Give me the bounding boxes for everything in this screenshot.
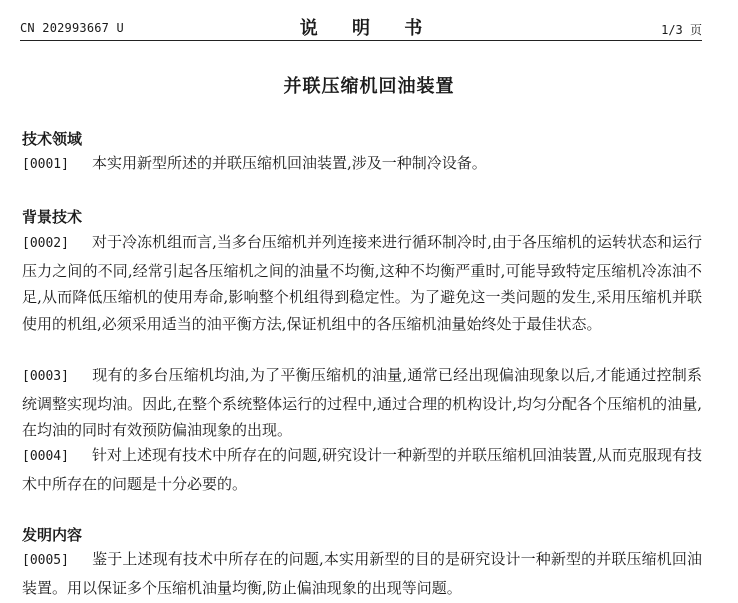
document-title: 并联压缩机回油装置 [283, 76, 455, 97]
page-indicator: 1/3 页 [661, 23, 702, 37]
page-header [20, 14, 702, 41]
paragraph-text: 针对上述现有技术中所存在的问题,研究设计一种新型的并联压缩机回油装置,从而克服现有技术中所存在的问题是十分必要的。 [22, 446, 702, 493]
paragraph-text: 本实用新型所述的并联压缩机回油装置,涉及一种制冷设备。 [92, 154, 487, 172]
paragraph-text: 鉴于上述现有技术中所存在的问题,本实用新型的目的是研究设计一种新型的并联压缩机回油装置。用以保证多个压缩机油量均衡,防止偏油现象的出现等问题。 [22, 550, 702, 597]
section-heading-technical-field: 技术领域 [22, 130, 83, 148]
section-heading-background: 背景技术 [22, 208, 83, 226]
paragraph-0001 [22, 150, 702, 179]
paragraph-number: [0005] [22, 553, 69, 568]
paragraph-number: [0004] [22, 449, 69, 464]
paragraph-number: [0003] [22, 369, 69, 384]
paragraph-number: [0001] [22, 157, 69, 172]
header-section-title: 说 明 书 [299, 18, 437, 39]
document-number: CN 202993667 U [20, 21, 124, 35]
paragraph-0004 [22, 442, 702, 497]
section-heading-summary: 发明内容 [22, 526, 83, 544]
paragraph-text: 对于冷冻机组而言,当多台压缩机并列连接来进行循环制冷时,由于各压缩机的运转状态和运行压力之间的不同,经常引起各压缩机之间的油量不均衡,这种不均衡严重时,可能导致特定压缩机冷冻油不足,从而降低压缩机的使用寿命,影响整个机组得到稳定性。为了避免这一类问题的发生,采用压缩机并联使用的机组,必须采用适当的油平衡方法,保证机组中的各压缩机油量始终处于最佳状态。 [22, 233, 702, 333]
paragraph-0003 [22, 362, 702, 444]
paragraph-0002 [22, 229, 702, 337]
paragraph-text: 现有的多台压缩机均油,为了平衡压缩机的油量,通常已经出现偏油现象以后,才能通过控制系统调整实现均油。因此,在整个系统整体运行的过程中,通过合理的机构设计,均匀分配各个压缩机的油量,在均油的同时有效预防偏油现象的出现。 [22, 366, 702, 439]
paragraph-0005 [22, 546, 702, 601]
paragraph-number: [0002] [22, 236, 69, 251]
